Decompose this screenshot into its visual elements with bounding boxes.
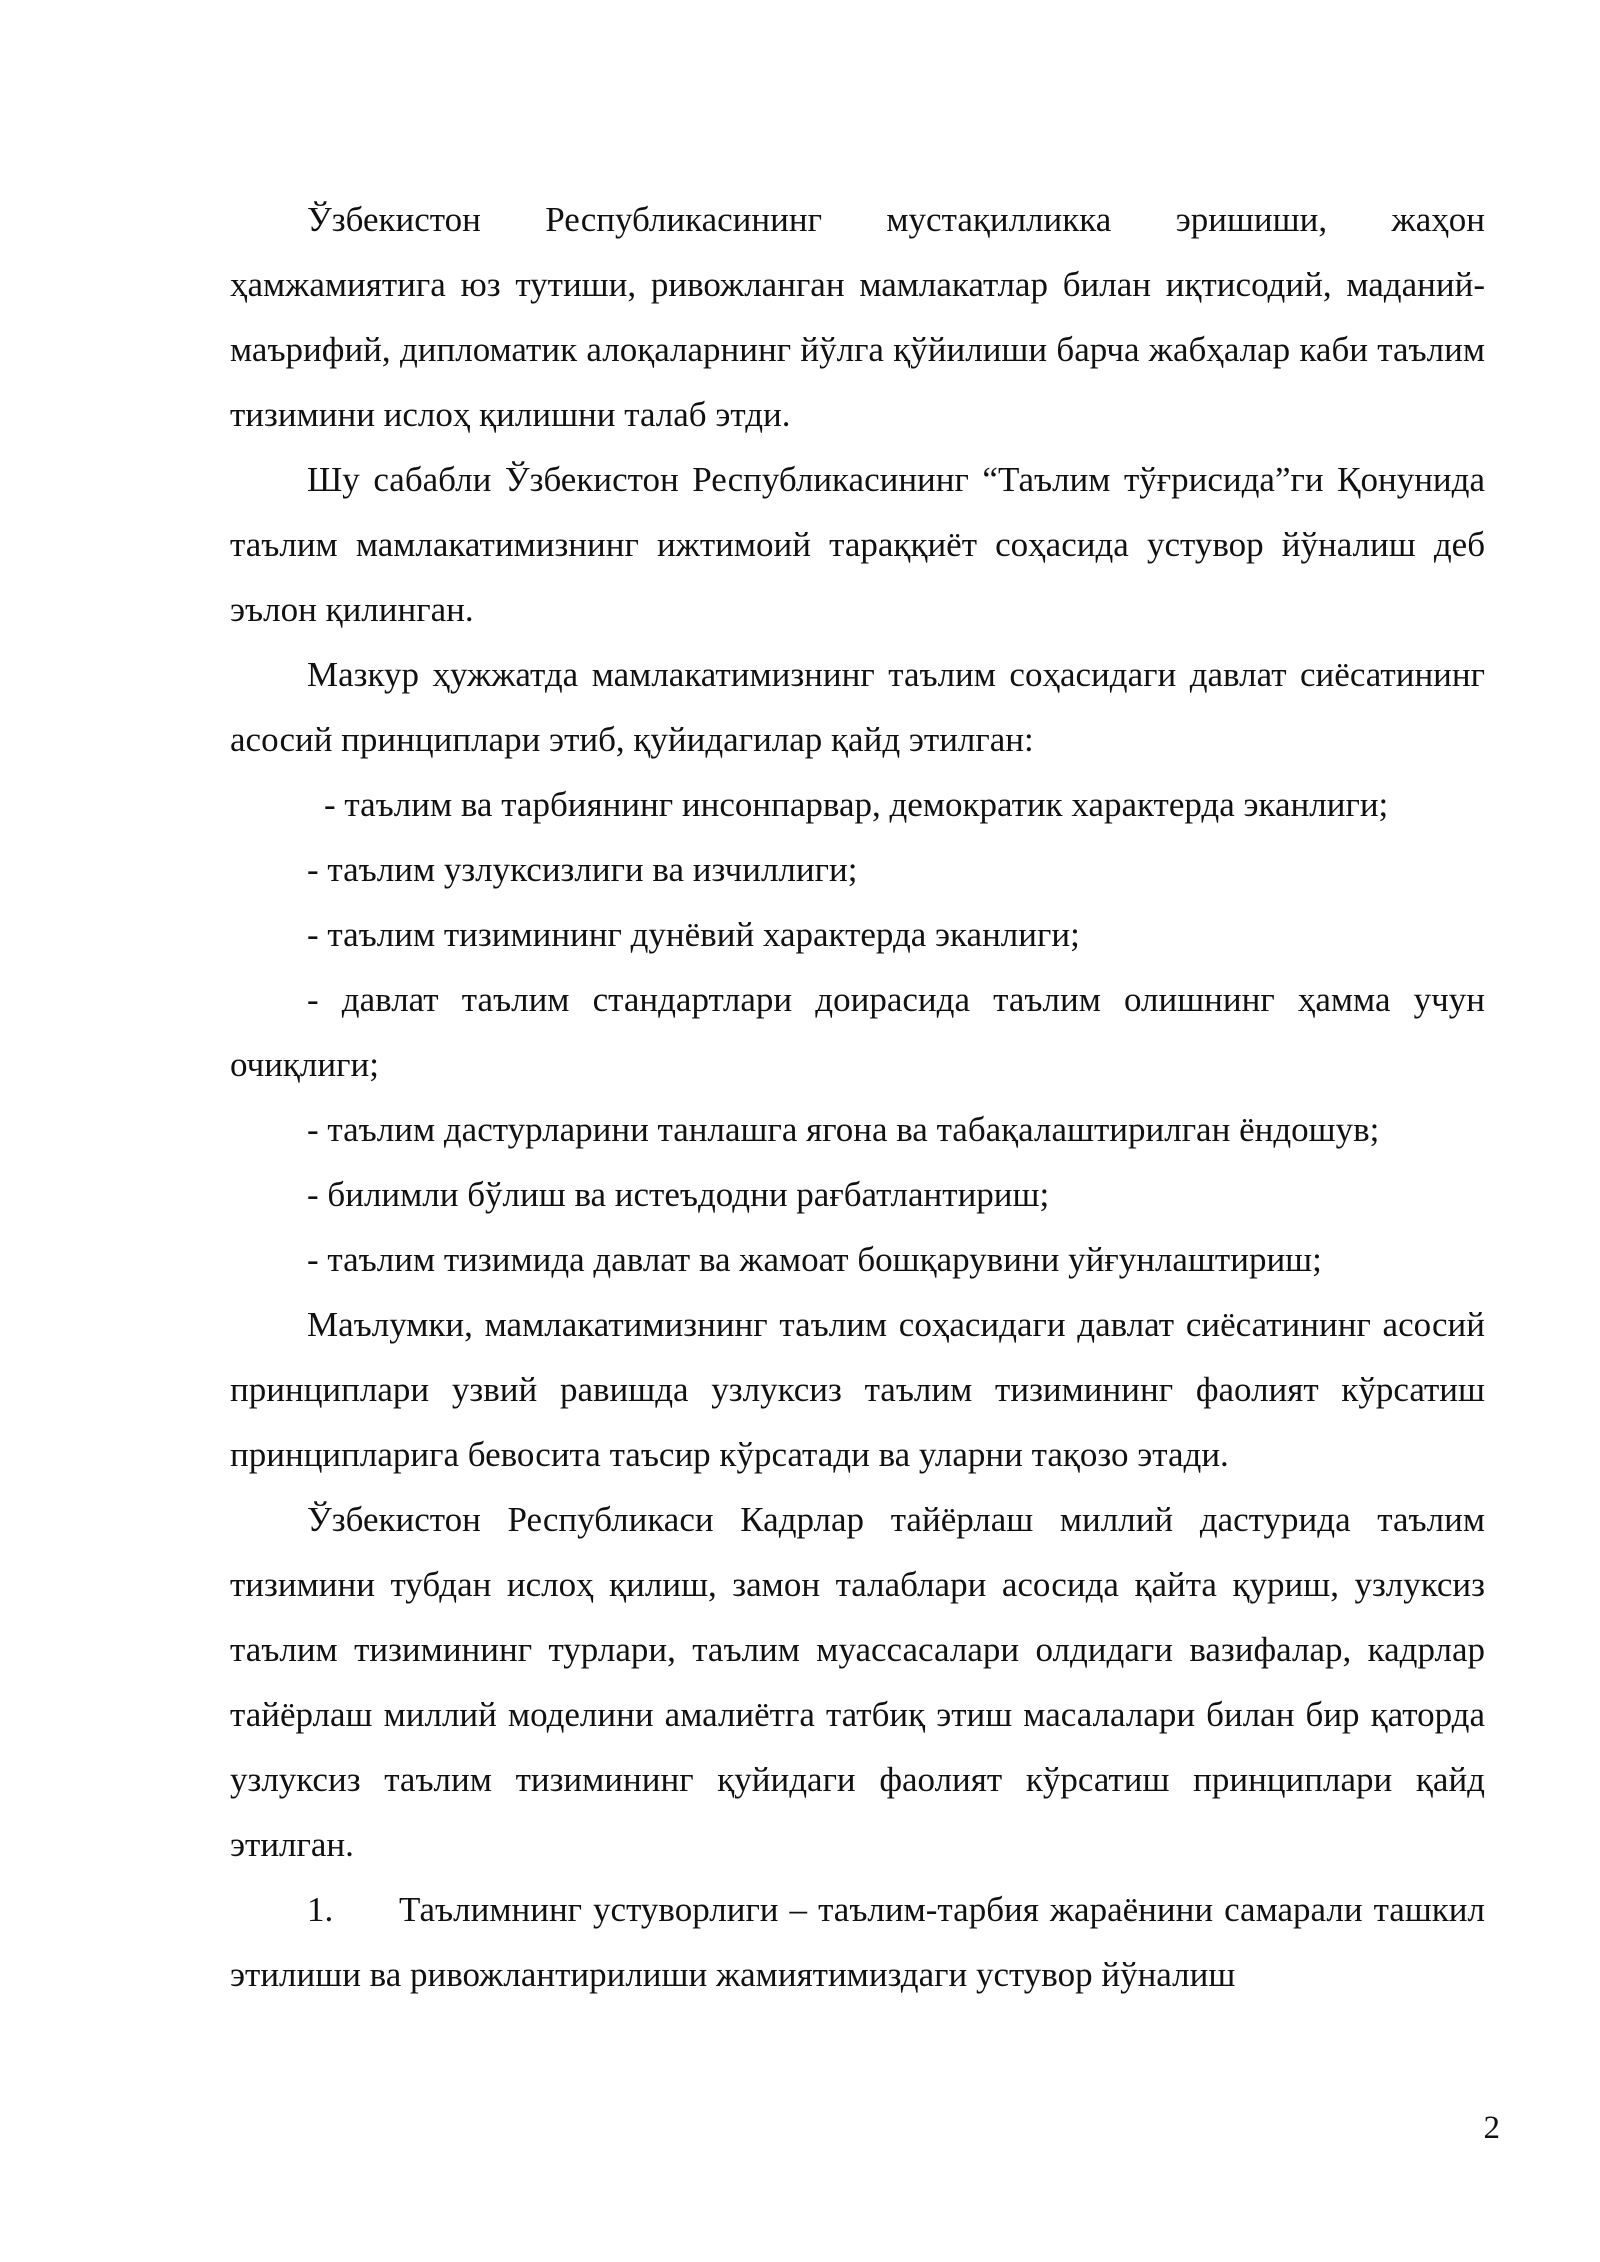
principle-item: - билимли бўлиш ва истеъдодни рағбатлантириш;	[307, 1175, 1050, 1214]
numbered-item	[230, 1877, 1485, 2007]
principle-item: - давлат таълим стандартлари доирасида таълим олишнинг ҳамма учун очиқлиги;	[230, 980, 1485, 1084]
paragraph-national-program: Ўзбекистон Республикаси Кадрлар тайёрлаш миллий дастурида таълим тизимини тубдан ислоҳ қилиш, замон талаблари асосида қайта қуриш, узлуксиз таълим тизимининг турлари, таълим муассасалари олдидаги вазифалар, кадрлар тайёрлаш миллий моделини амалиётга татбиқ этиш масалалари билан бир қаторда узлуксиз таълим тизимининг қуйидаги фаолият кўрсатиш принциплари қайд этилган.	[230, 1500, 1485, 1864]
numbered-item-marker: 1.	[307, 1890, 334, 1929]
page-number: 2	[1483, 2110, 1500, 2146]
principle-item: - таълим тизимида давлат ва жамоат бошқарувини уйғунлаштириш;	[307, 1240, 1322, 1279]
principle-item: - таълим ва тарбиянинг инсонпарвар, демократик характерда эканлиги;	[324, 785, 1389, 824]
body-text	[230, 187, 1485, 2007]
paragraph-independence: Ўзбекистон Республикасининг мустақилликка эришиши, жаҳон ҳамжамиятига юз тутиши, ривожланган мамлакатлар билан иқтисодий, маданий-маърифий, дипломатик алоқаларнинг йўлга қўйилиши барча жабҳалар каби таълим тизимини ислоҳ қилишни талаб этди.	[230, 200, 1485, 434]
principle-item: - таълим дастурларини танлашга ягона ва табақалаштирилган ёндошув;	[307, 1110, 1380, 1149]
paragraph-principles-impact: Маълумки, мамлакатимизнинг таълим соҳасидаги давлат сиёсатининг асосий принциплари узвий равишда узлуксиз таълим тизимининг фаолият кўрсатиш принципларига бевосита таъсир кўрсатади ва уларни тақозо этади.	[230, 1305, 1485, 1474]
principle-item: - таълим тизимининг дунёвий характерда эканлиги;	[307, 915, 1080, 954]
paragraph-education-law: Шу сабабли Ўзбекистон Республикасининг “Таълим тўғрисида”ги Қонунида таълим мамлакатимизнинг ижтимоий тараққиёт соҳасида устувор йўналиш деб эълон қилинган.	[230, 460, 1485, 629]
paragraph-principles-intro: Мазкур ҳужжатда мамлакатимизнинг таълим соҳасидаги давлат сиёсатининг асосий принциплари этиб, қуйидагилар қайд этилган:	[230, 655, 1485, 759]
numbered-item-text: Таълимнинг устуворлиги – таълим-тарбия жараёнини самарали ташкил этилиши ва ривожлантирилиши жамиятимиздаги устувор йўналиш	[230, 1890, 1485, 1994]
principle-item: - таълим узлуксизлиги ва изчиллиги;	[307, 850, 858, 889]
